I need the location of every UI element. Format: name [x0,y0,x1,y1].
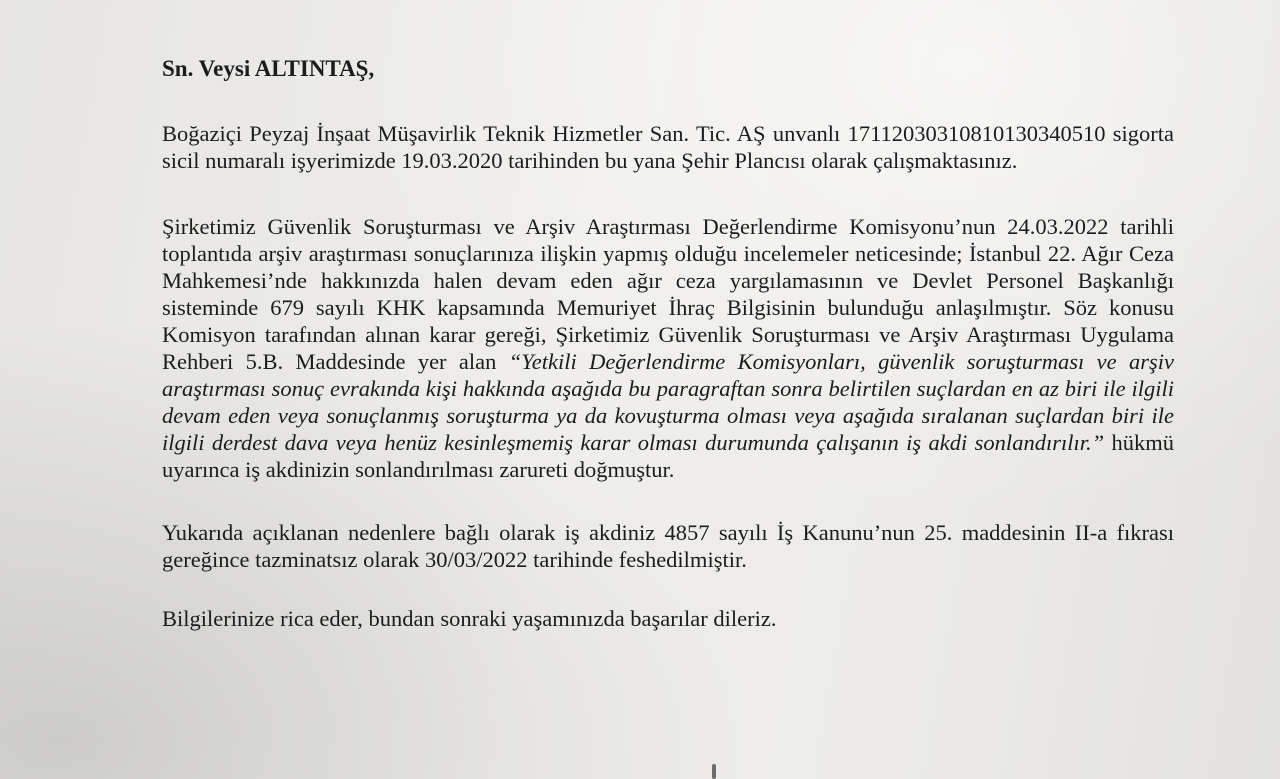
paragraph-closing: Bilgilerinize rica eder, bundan sonraki yaşamınızda başarılar dileriz. [162,606,777,631]
paragraph-commission-decision [162,213,1174,483]
paragraph-commission-conclusion: hükmü uyarınca iş akdinizin sonlandırılması zarureti doğmuştur. [162,430,1174,482]
paragraph-termination: Yukarıda açıklanan nedenlere bağlı olarak iş akdiniz 4857 sayılı İş Kanunu’nun 25. maddesinin II-a fıkrası gereğince tazminatsız olarak 30/03/2022 tarihinde feshedilmiştir. [162,520,1174,572]
paragraph-commission-text: Şirketimiz Güvenlik Soruşturması ve Arşiv Araştırması Değerlendirme Komisyonu’nun 24.03.2022 tarihli toplantıda arşiv araştırması sonuçlarınıza ilişkin yapmış olduğu incelemeler neticesinde; İstanbul 22. Ağır Ceza Mahkemesi’nde hakkınızda halen devam eden ağır ceza yargılamasının ve Devlet Personel Başkanlığı sisteminde 679 sayılı KHK kapsamında Memuriyet İhraç Bilgisinin bulunduğu anlaşılmıştır. Söz konusu Komisyon tarafından alınan karar gereği, Şirketimiz Güvenlik Soruşturması ve Arşiv Araştırması Uygulama Rehberi 5.B. Maddesinde yer alan [162,214,1174,374]
paragraph-employment: Boğaziçi Peyzaj İnşaat Müşavirlik Teknik Hizmetler San. Tic. AŞ unvanlı 17112030310810130340510 sigorta sicil numaralı işyerimizde 19.03.2020 tarihinden bu yana Şehir Plancısı olarak çalışmaktasınız. [162,121,1174,173]
paper-crease-mark [712,764,716,779]
regulation-quote: “Yetkili Değerlendirme Komisyonları, güvenlik soruşturması ve arşiv araştırması sonuç evrakında kişi hakkında aşağıda bu paragraftan sonra belirtilen suçlardan en az biri ile ilgili devam eden veya sonuçlanmış soruşturma ya da kovuşturma olması veya aşağıda sıralanan suçlardan biri ile ilgili derdest dava veya henüz kesinleşmemiş karar olması durumunda çalışanın iş akdi sonlandırılır.” [162,349,1174,455]
salutation: Sn. Veysi ALTINTAŞ, [162,56,375,81]
letter-body [162,54,1174,632]
